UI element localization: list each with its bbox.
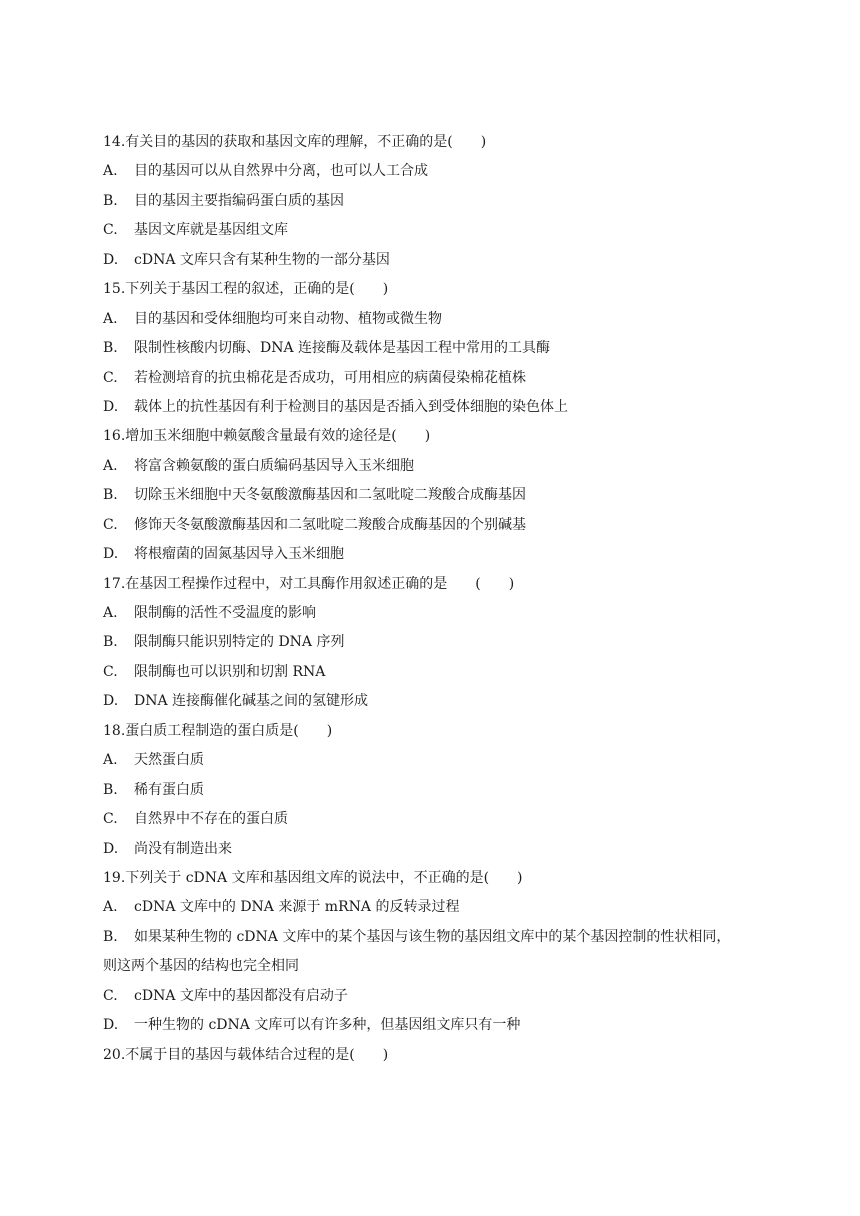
option-text: 如果某种生物的 cDNA 文库中的某个基因与该生物的基因组文库中的某个基因控制的性状相同， (134, 928, 731, 945)
option-letter: D. (103, 840, 119, 857)
question-list (103, 128, 793, 1070)
question-stem: 16.增加玉米细胞中赖氨酸含量最有效的途径是( ) (103, 428, 431, 445)
question-stem: 20.不属于目的基因与载体结合过程的是( ) (103, 1046, 389, 1063)
option-letter: D. (103, 693, 119, 710)
option-text: 尚没有制造出来 (134, 840, 232, 857)
answer-option (103, 157, 793, 186)
option-text: 一种生物的 cDNA 文库可以有许多种，但基因组文库只有一种 (134, 1017, 521, 1034)
option-text-continuation: 则这两个基因的结构也完全相同 (103, 958, 299, 975)
answer-option (103, 923, 793, 952)
answer-option (103, 305, 793, 334)
question-stem: 19.下列关于 cDNA 文库和基因组文库的说法中，不正确的是( ) (103, 869, 523, 886)
answer-option (103, 511, 793, 540)
option-text: cDNA 文库只含有某种生物的一部分基因 (134, 251, 390, 268)
option-letter: A. (103, 457, 118, 474)
option-letter: C. (103, 987, 118, 1004)
option-text: 目的基因可以从自然界中分离，也可以人工合成 (134, 163, 428, 180)
answer-option (103, 393, 793, 422)
option-text: 天然蛋白质 (134, 752, 204, 769)
option-letter: D. (103, 546, 119, 563)
option-letter: D. (103, 1017, 119, 1034)
option-text: 切除玉米细胞中天冬氨酸激酶基因和二氢吡啶二羧酸合成酶基因 (134, 487, 526, 504)
option-letter: B. (103, 634, 118, 651)
option-letter: A. (103, 752, 118, 769)
answer-option (103, 599, 793, 628)
option-text: 载体上的抗性基因有利于检测目的基因是否插入到受体细胞的染色体上 (134, 398, 568, 415)
question-stem: 17.在基因工程操作过程中，对工具酶作用叙述正确的是 ( ) (103, 575, 515, 592)
option-text: 限制酶只能识别特定的 DNA 序列 (134, 634, 345, 651)
option-letter: D. (103, 251, 119, 268)
option-text: cDNA 文库中的基因都没有启动子 (134, 987, 348, 1004)
option-letter: C. (103, 369, 118, 386)
answer-option (103, 893, 793, 922)
answer-option (103, 364, 793, 393)
question-stem: 18.蛋白质工程制造的蛋白质是( ) (103, 722, 333, 739)
option-letter: D. (103, 398, 119, 415)
answer-option (103, 452, 793, 481)
option-text: cDNA 文库中的 DNA 来源于 mRNA 的反转录过程 (134, 899, 460, 916)
option-letter: C. (103, 811, 118, 828)
option-letter: B. (103, 192, 118, 209)
answer-option (103, 187, 793, 216)
option-text: 若检测培育的抗虫棉花是否成功，可用相应的病菌侵染棉花植株 (134, 369, 526, 386)
answer-option (103, 835, 793, 864)
option-letter: A. (103, 163, 118, 180)
answer-option (103, 628, 793, 657)
answer-option (103, 1011, 793, 1040)
option-text: 稀有蛋白质 (134, 781, 204, 798)
question-stem: 15.下列关于基因工程的叙述，正确的是( ) (103, 281, 389, 298)
answer-option (103, 776, 793, 805)
answer-option (103, 805, 793, 834)
option-text: 修饰天冬氨酸激酶基因和二氢吡啶二羧酸合成酶基因的个别碱基 (134, 516, 526, 533)
option-letter: B. (103, 781, 118, 798)
answer-option (103, 746, 793, 775)
option-letter: C. (103, 222, 118, 239)
option-letter: A. (103, 310, 118, 327)
option-text: DNA 连接酶催化碱基之间的氢键形成 (134, 693, 369, 710)
answer-option (103, 687, 793, 716)
option-letter: C. (103, 663, 118, 680)
answer-option (103, 216, 793, 245)
option-letter: A. (103, 899, 118, 916)
option-text: 限制性核酸内切酶、DNA 连接酶及载体是基因工程中常用的工具酶 (134, 340, 551, 357)
answer-option (103, 246, 793, 275)
option-text: 将根瘤菌的固氮基因导入玉米细胞 (134, 546, 344, 563)
answer-option (103, 540, 793, 569)
option-text: 目的基因主要指编码蛋白质的基因 (134, 192, 344, 209)
option-letter: A. (103, 605, 118, 621)
option-text: 基因文库就是基因组文库 (134, 222, 288, 239)
answer-option (103, 334, 793, 363)
answer-option (103, 658, 793, 687)
option-letter: B. (103, 487, 118, 504)
option-letter: B. (103, 928, 118, 945)
option-letter: C. (103, 516, 118, 533)
option-text: 限制酶的活性不受温度的影响 (134, 605, 316, 621)
option-letter: B. (103, 340, 118, 357)
question-stem: 14.有关目的基因的获取和基因文库的理解，不正确的是( ) (103, 134, 487, 150)
option-text: 目的基因和受体细胞均可来自动物、植物或微生物 (134, 310, 442, 327)
option-text: 将富含赖氨酸的蛋白质编码基因导入玉米细胞 (134, 457, 414, 474)
answer-option (103, 481, 793, 510)
option-text: 限制酶也可以识别和切割 RNA (134, 663, 326, 680)
answer-option (103, 982, 793, 1011)
option-text: 自然界中不存在的蛋白质 (134, 811, 288, 828)
